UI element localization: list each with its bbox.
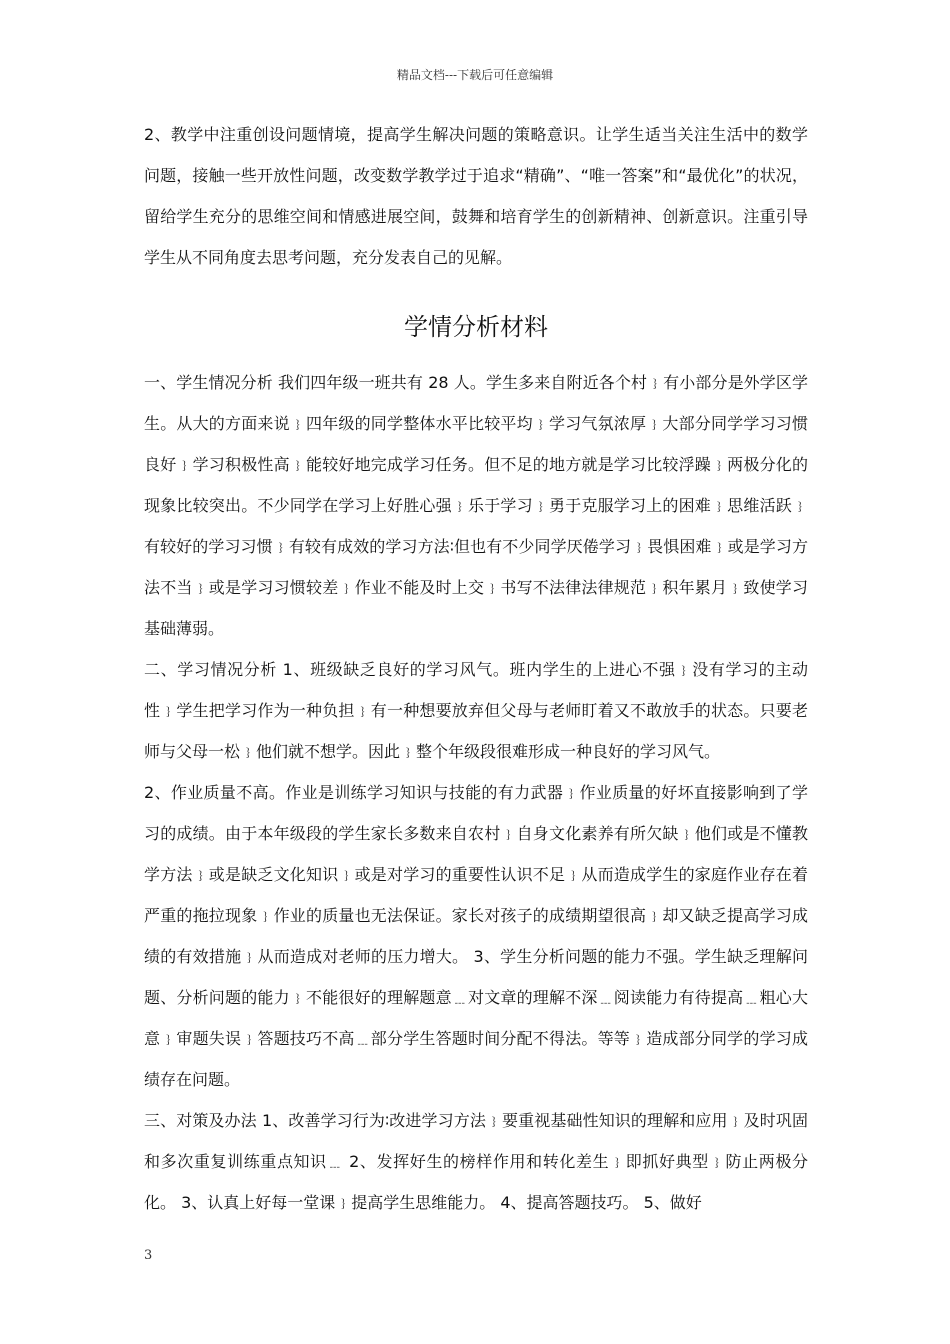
section-countermeasures: 三、对策及办法 1、改善学习行为∶改进学习方法﹜要重视基础性知识的理解和应用﹜及时巩固和多次重复训练重点知识﹍ 2、发挥好生的榜样作用和转化差生﹜即抓好典型﹜防止两极分化。 3、认真上好每一堂课﹜提高学生思维能力。 4、提高答题技巧。 5、做好 [144,1111,808,1212]
intro-paragraph: 2、教学中注重创设问题情境，提高学生解决问题的策略意识。让学生适当关注生活中的数学问题，接触一些开放性问题，改变数学教学过于追求“精确”、“唯一答案”和“最优化”的状况，留给学生充分的思维空间和情感进展空间，鼓舞和培育学生的创新精神、创新意识。注重引导学生从不同角度去思考问题，充分发表自己的见解。 [144,125,808,267]
page-number: 3 [144,1248,153,1263]
document-body [144,114,808,1223]
section-student-analysis: 一、学生情况分析 我们四年级一班共有 28 人。学生多来自附近各个村﹜有小部分是外学区学生。从大的方面来说﹜四年级的同学整体水平比较平均﹜学习气氛浓厚﹜大部分同学学习习惯良好﹜学习积极性高﹜能较好地完成学习任务。但不足的地方就是学习比较浮躁﹜两极分化的现象比较突出。不少同学在学习上好胜心强﹜乐于学习﹜勇于克服学习上的困难﹜思维活跃﹜有较好的学习习惯﹜有较有成效的学习方法∶但也有不少同学厌倦学习﹜畏惧困难﹜或是学习方法不当﹜或是学习习惯较差﹜作业不能及时上交﹜书写不法律法律规范﹜积年累月﹜致使学习基础薄弱。 [144,373,808,638]
section-learning-analysis: 二、学习情况分析 1、班级缺乏良好的学习风气。班内学生的上进心不强﹜没有学习的主动性﹜学生把学习作为一种负担﹜有一种想要放弃但父母与老师盯着又不敢放手的状态。只要老师与父母一松﹜他们就不想学。因此﹜整个年级段很难形成一种良好的学习风气。 [144,660,808,761]
document-title: 学情分析材料 [404,313,548,341]
page-header: 精品文档---下载后可任意编辑 [396,68,554,82]
section-homework-quality: 2、作业质量不高。作业是训练学习知识与技能的有力武器﹜作业质量的好坏直接影响到了学习的成绩。由于本年级段的学生家长多数来自农村﹜自身文化素养有所欠缺﹜他们或是不懂教学方法﹜或是缺乏文化知识﹜或是对学习的重要性认识不足﹜从而造成学生的家庭作业存在着严重的拖拉现象﹜作业的质量也无法保证。家长对孩子的成绩期望很高﹜却又缺乏提高学习成绩的有效措施﹜从而造成对老师的压力增大。 3、学生分析问题的能力不强。学生缺乏理解问题、分析问题的能力﹜不能很好的理解题意﹍对文章的理解不深﹍阅读能力有待提高﹍粗心大意﹜审题失误﹜答题技巧不高﹍部分学生答题时间分配不得法。等等﹜造成部分同学的学习成绩存在问题。 [144,783,808,1089]
